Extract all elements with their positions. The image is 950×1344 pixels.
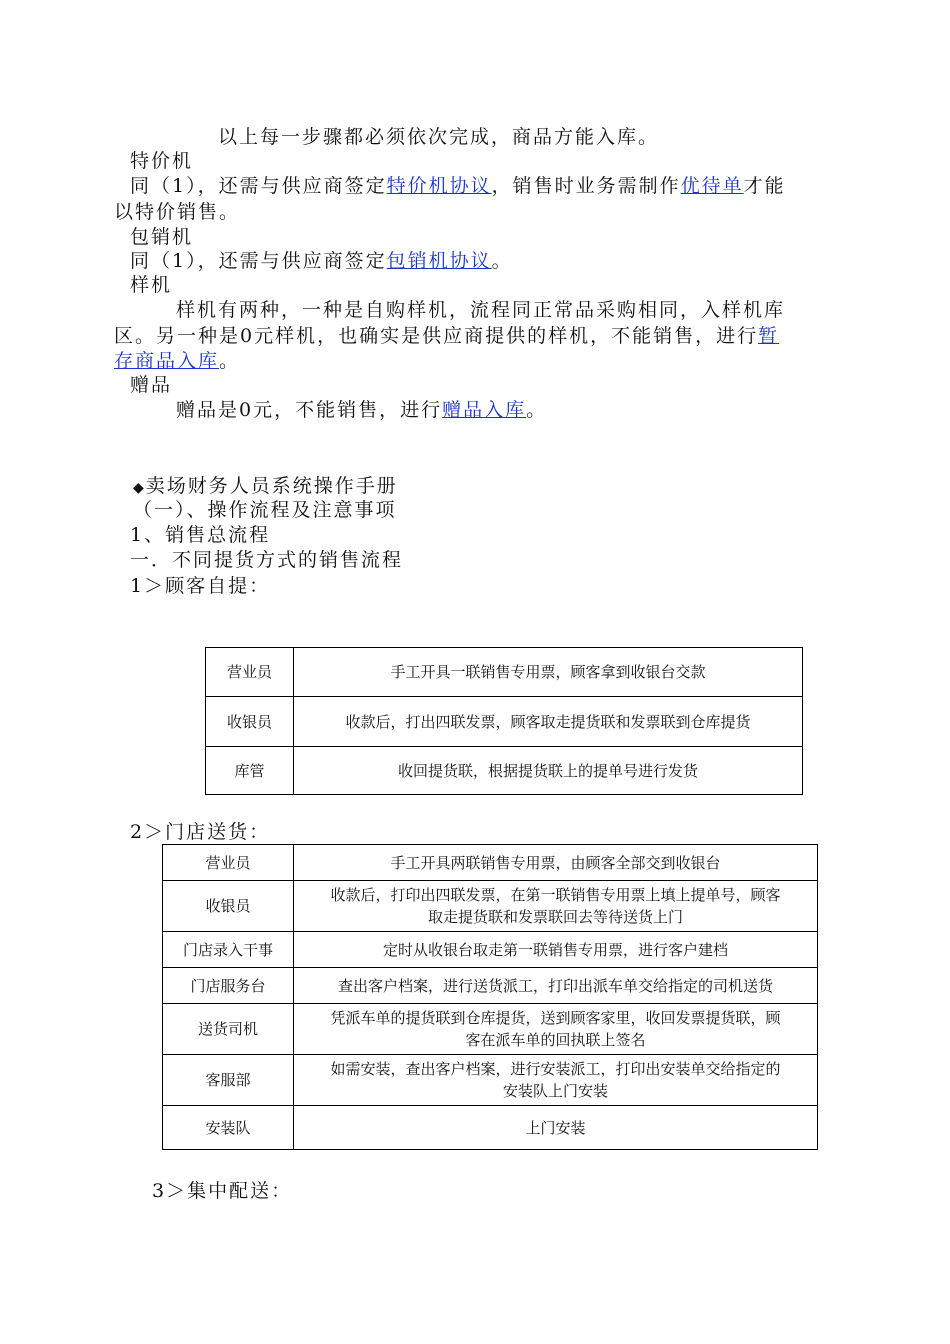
table-row bbox=[163, 1106, 818, 1150]
description-line: 上门安装 bbox=[525, 1118, 586, 1137]
description-cell bbox=[294, 881, 818, 932]
description-line: 查出客户档案，进行送货派工，打印出派车单交给指定的司机送货 bbox=[337, 976, 773, 995]
table-row bbox=[163, 932, 818, 968]
guaranteed-text-a: 同（1），还需与供应商签定 bbox=[130, 250, 387, 272]
role-cell: 营业员 bbox=[206, 648, 294, 697]
pickup-methods-heading: 一．不同提货方式的销售流程 bbox=[130, 549, 404, 571]
description-line: 定时从收银台取走第一联销售专用票，进行客户建档 bbox=[382, 940, 728, 959]
description-line: 凭派车单的提货联到仓库提货，送到顾客家里，收回发票提货联，顾 bbox=[330, 1009, 781, 1027]
gift-text-b: 。 bbox=[526, 399, 548, 421]
table-row bbox=[163, 968, 818, 1004]
table-row bbox=[163, 1055, 818, 1106]
guaranteed-text-b: 。 bbox=[491, 250, 513, 272]
special-heading: 特价机 bbox=[130, 150, 194, 172]
sales-flow-heading: 1、销售总流程 bbox=[130, 524, 271, 546]
temp-storage-link-part1[interactable]: 暂 bbox=[758, 325, 780, 347]
description-line: 收款后，打印出四联发票，在第一联销售专用票上填上提单号，顾客 bbox=[330, 886, 781, 904]
role-cell: 门店服务台 bbox=[163, 968, 294, 1004]
description-cell bbox=[294, 845, 818, 881]
description-line: 客在派车单的回执联上签名 bbox=[465, 1031, 646, 1049]
special-text-c: 才能 bbox=[743, 175, 786, 197]
table-row bbox=[206, 648, 803, 697]
role-cell: 门店录入干事 bbox=[163, 932, 294, 968]
description-cell bbox=[294, 1004, 818, 1055]
description-cell bbox=[294, 968, 818, 1004]
special-paragraph-line1 bbox=[130, 173, 786, 199]
store-delivery-table bbox=[162, 844, 818, 1150]
central-delivery-heading: 3＞集中配送： bbox=[152, 1180, 293, 1202]
customer-pickup-table bbox=[205, 647, 803, 795]
gift-text-a: 赠品是0元，不能销售，进行 bbox=[176, 399, 443, 421]
special-price-agreement-link[interactable]: 特价机协议 bbox=[386, 175, 492, 197]
description-cell: 手工开具一联销售专用票，顾客拿到收银台交款 bbox=[294, 648, 803, 697]
sample-line2 bbox=[114, 323, 779, 349]
sample-line3 bbox=[114, 348, 240, 374]
section-heading: （一）、操作流程及注意事项 bbox=[133, 499, 397, 521]
role-cell: 安装队 bbox=[163, 1106, 294, 1150]
role-cell: 收银员 bbox=[163, 881, 294, 932]
role-cell: 收银员 bbox=[206, 697, 294, 747]
description-cell: 收款后，打出四联发票，顾客取走提货联和发票联到仓库提货 bbox=[294, 697, 803, 747]
customer-pickup-heading: 1＞顾客自提： bbox=[130, 575, 271, 597]
description-line: 取走提货联和发票联回去等待送货上门 bbox=[427, 908, 683, 926]
table-row bbox=[163, 845, 818, 881]
role-cell: 送货司机 bbox=[163, 1004, 294, 1055]
sample-heading: 样机 bbox=[130, 274, 173, 296]
sample-line1: 样机有两种，一种是自购样机，流程同正常品采购相同，入样机库 bbox=[176, 299, 786, 321]
diamond-bullet-icon: ◆ bbox=[133, 480, 146, 496]
guaranteed-paragraph bbox=[130, 248, 513, 274]
sample-text-b: 。 bbox=[219, 350, 241, 372]
role-cell: 客服部 bbox=[163, 1055, 294, 1106]
preferential-order-link[interactable]: 优待单 bbox=[680, 175, 744, 197]
guaranteed-sales-agreement-link[interactable]: 包销机协议 bbox=[386, 250, 492, 272]
table-row bbox=[163, 1004, 818, 1055]
intro-line: 以上每一步骤都必须依次完成，商品方能入库。 bbox=[218, 126, 660, 148]
gift-heading: 赠品 bbox=[130, 374, 173, 396]
guaranteed-heading: 包销机 bbox=[130, 226, 194, 248]
description-cell bbox=[294, 1055, 818, 1106]
description-line: 手工开具两联销售专用票，由顾客全部交到收银台 bbox=[390, 853, 721, 872]
table-row bbox=[206, 697, 803, 747]
description-line: 如需安装，查出客户档案，进行安装派工，打印出安装单交给指定的 bbox=[330, 1060, 781, 1078]
manual-title: 卖场财务人员系统操作手册 bbox=[145, 475, 398, 497]
sample-text-a: 区。另一种是0元样机，也确实是供应商提供的样机，不能销售，进行 bbox=[114, 325, 759, 347]
description-cell: 收回提货联，根据提货联上的提单号进行发货 bbox=[294, 747, 803, 795]
special-paragraph-line2: 以特价销售。 bbox=[114, 201, 241, 223]
store-delivery-heading: 2＞门店送货： bbox=[130, 821, 271, 843]
description-cell bbox=[294, 1106, 818, 1150]
role-cell: 营业员 bbox=[163, 845, 294, 881]
gift-paragraph bbox=[176, 397, 547, 423]
description-line: 安装队上门安装 bbox=[502, 1082, 608, 1100]
table-row bbox=[206, 747, 803, 795]
special-text-a: 同（1），还需与供应商签定 bbox=[130, 175, 387, 197]
temp-storage-link-part2[interactable]: 存商品入库 bbox=[114, 350, 220, 372]
table-row bbox=[163, 881, 818, 932]
gift-storage-link[interactable]: 赠品入库 bbox=[442, 399, 527, 421]
role-cell: 库管 bbox=[206, 747, 294, 795]
special-text-b: ，销售时业务需制作 bbox=[491, 175, 681, 197]
description-cell bbox=[294, 932, 818, 968]
